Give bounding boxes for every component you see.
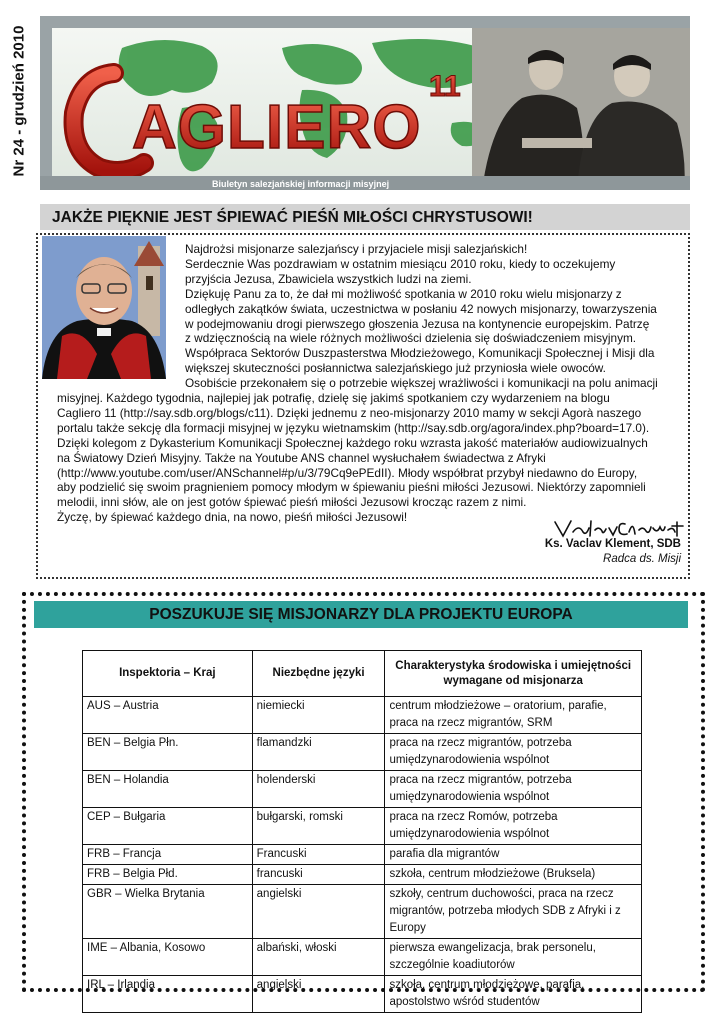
handwritten-signature [553, 518, 688, 540]
header-banner [40, 16, 690, 190]
letter-line: w podejmowaniu drogi pierwszego głoszenia Jezusa na kontynencie europejskim. Patrzę [185, 316, 650, 331]
table-cell: bułgarski, romski [252, 808, 385, 845]
column-header: Inspektoria – Kraj [83, 651, 253, 697]
section-title-bar [40, 204, 690, 230]
table-cell: IRL – Irlandia [83, 976, 253, 1013]
projects-title-bar [34, 601, 688, 628]
table-cell: centrum młodzieżowe – oratorium, parafie, praca na rzecz migrantów, SRM [385, 697, 642, 734]
letter-line: Osobiście przekonałem się o potrzebie większej wrażliwości i komunikacji na polu animacji [185, 376, 658, 391]
table-cell: BEN – Belgia Płn. [83, 734, 253, 771]
letter-line: odległych zakątków świata, uczestnictwa w posłaniu 42 nowych misjonarzy, towarzyszenia [185, 301, 657, 316]
table-cell: IME – Albania, Kosowo [83, 939, 253, 976]
svg-text:11: 11 [429, 70, 461, 103]
table-header-row [83, 651, 642, 697]
letter-line: portalu także sekcję dla formacji misyjnej w języku wietnamskim (http://say.sdb.org/agora/index.php?board=17.0). [57, 420, 650, 435]
letter-line: na Światowy Dzień Misyjny. Także na Youtube ANS channel wysłuchałem świadectwa z Afryki [57, 450, 546, 465]
table-row [83, 865, 642, 885]
banner-artwork [52, 28, 690, 190]
table-row [83, 845, 642, 865]
table-cell: AUS – Austria [83, 697, 253, 734]
table-cell: GBR – Wielka Brytania [83, 885, 253, 939]
svg-text:AGLIERO: AGLIERO [132, 93, 422, 162]
table-cell: szkoła, centrum młodzieżowe, parafia, apostolstwo wśród studentów [385, 976, 642, 1013]
historical-photo [472, 28, 690, 190]
column-header: Charakterystyka środowiska i umiejętności wymagane od misjonarza [385, 651, 642, 697]
table-cell: albański, włoski [252, 939, 385, 976]
letter-line: misyjnej. Każdego tygodnia, najlepiej jak potrafię, dzielę się jakimś spotkaniem czy wydarzeniem na blogu [57, 391, 610, 405]
banner-subtitle-strip [40, 176, 690, 190]
letter-line: przyjścia Jezusa, Zbawiciela wszystkich ludzi na ziemi. [185, 271, 472, 286]
letter-line: melodii, inni słów, ale on jest gotów śpiewać pieśń miłości Jezusowi krocząc razem z nimi. [57, 495, 527, 510]
table-row [83, 939, 642, 976]
table-cell: CEP – Bułgaria [83, 808, 253, 845]
table-cell: flamandzki [252, 734, 385, 771]
missionaries-table [82, 650, 642, 1013]
table-cell: pierwsza ewangelizacja, brak personelu, szczególnie koadiutorów [385, 939, 642, 976]
letter-line: (http://www.youtube.com/user/ANSchannel#p/u/3/79Cq9ePEdII). Młody współbrat przybył niedawno do Europy, [57, 465, 638, 480]
letter-line: Serdecznie Was pozdrawiam w ostatnim miesiącu 2010 roku, kiedy to oczekujemy [185, 256, 616, 271]
table-cell: niemiecki [252, 697, 385, 734]
table-row [83, 808, 642, 845]
issue-label [6, 16, 32, 186]
signer-name: Ks. Vaclav Klement, SDB [544, 538, 681, 550]
table-row [83, 771, 642, 808]
letter-line: Współpraca Sektorów Duszpasterstwa Młodzieżowego, Komunikacji Społecznej i Misji dla [185, 346, 655, 361]
letter-line: większej skuteczności posłannictwa salezjańskiego już przyniosła wiele owoców. [185, 361, 606, 376]
table-cell: BEN – Holandia [83, 771, 253, 808]
letter-line: Dziękuję Panu za to, że dał mi możliwość spotkania w 2010 roku wielu misjonarzy z [185, 286, 622, 301]
table-cell: praca na rzecz Romów, potrzeba umiędzynarodowienia wspólnot [385, 808, 642, 845]
table-row [83, 734, 642, 771]
projects-title: POSZUKUJE SIĘ MISJONARZY DLA PROJEKTU EUROPA [149, 606, 573, 623]
letter-line: Dzięki kolegom z Dykasterium Komunikacji Społecznej każdego roku wzrasta jakość materiałów audiowizualnych [57, 435, 648, 450]
table-cell: angielski [252, 885, 385, 939]
table-cell: francuski [252, 865, 385, 885]
letter-intro [185, 242, 658, 391]
letter-line: Najdrożsi misjonarze salezjańscy i przyjaciele misji salezjańskich! [185, 242, 528, 256]
table-cell: holenderski [252, 771, 385, 808]
table-row [83, 697, 642, 734]
table-cell: Francuski [252, 845, 385, 865]
table-cell: FRB – Francja [83, 845, 253, 865]
letter-line: Cagliero 11 (http://say.sdb.org/blogs/c11). Dzięki jednemu z neo-misjonarzy 2010 mamy w sekcji Agorà naszego [57, 405, 642, 420]
section-title: JAKŻE PIĘKNIE JEST ŚPIEWAĆ PIEŚŃ MIŁOŚCI CHRYSTUSOWI! [52, 209, 533, 226]
author-portrait [42, 236, 166, 379]
table-cell: parafia dla migrantów [385, 845, 642, 865]
table-cell: angielski [252, 976, 385, 1013]
letter-line: aby podzielić się swoim pragnieniem pomocy młodym w śpiewaniu pieśni miłości Jezusowi. Niektórzy zapomnieli [57, 480, 646, 495]
table-cell: praca na rzecz migrantów, potrzeba umiędzynarodowienia wspólnot [385, 771, 642, 808]
table-cell: szkoła, centrum młodzieżowe (Bruksela) [385, 865, 642, 885]
table-row [83, 976, 642, 1013]
table-cell: praca na rzecz migrantów, potrzeba umiędzynarodowienia wspólnot [385, 734, 642, 771]
table-cell: FRB – Belgia Płd. [83, 865, 253, 885]
issue-label-text: Nr 24 - grudzień 2010 [10, 25, 28, 177]
banner-subtitle: Biuletyn salezjańskiej informacji misyjnej [212, 179, 390, 189]
letter-body [57, 391, 649, 525]
letter-line: Życzę, by śpiewać każdego dnia, na nowo, pieśń miłości Jezusowi! [57, 510, 408, 525]
signer-role: Radca ds. Misji [603, 553, 681, 565]
letter-line: z wdzięcznością na wiele różnych możliwości dzielenia się doświadczeniem misyjnym. [185, 331, 637, 346]
banner-illustration [52, 28, 690, 190]
table-cell: szkoły, centrum duchowości, praca na rzecz migrantów, potrzeba młodych SDB z Afryki i z Europy [385, 885, 642, 939]
table-row [83, 885, 642, 939]
column-header: Niezbędne języki [252, 651, 385, 697]
